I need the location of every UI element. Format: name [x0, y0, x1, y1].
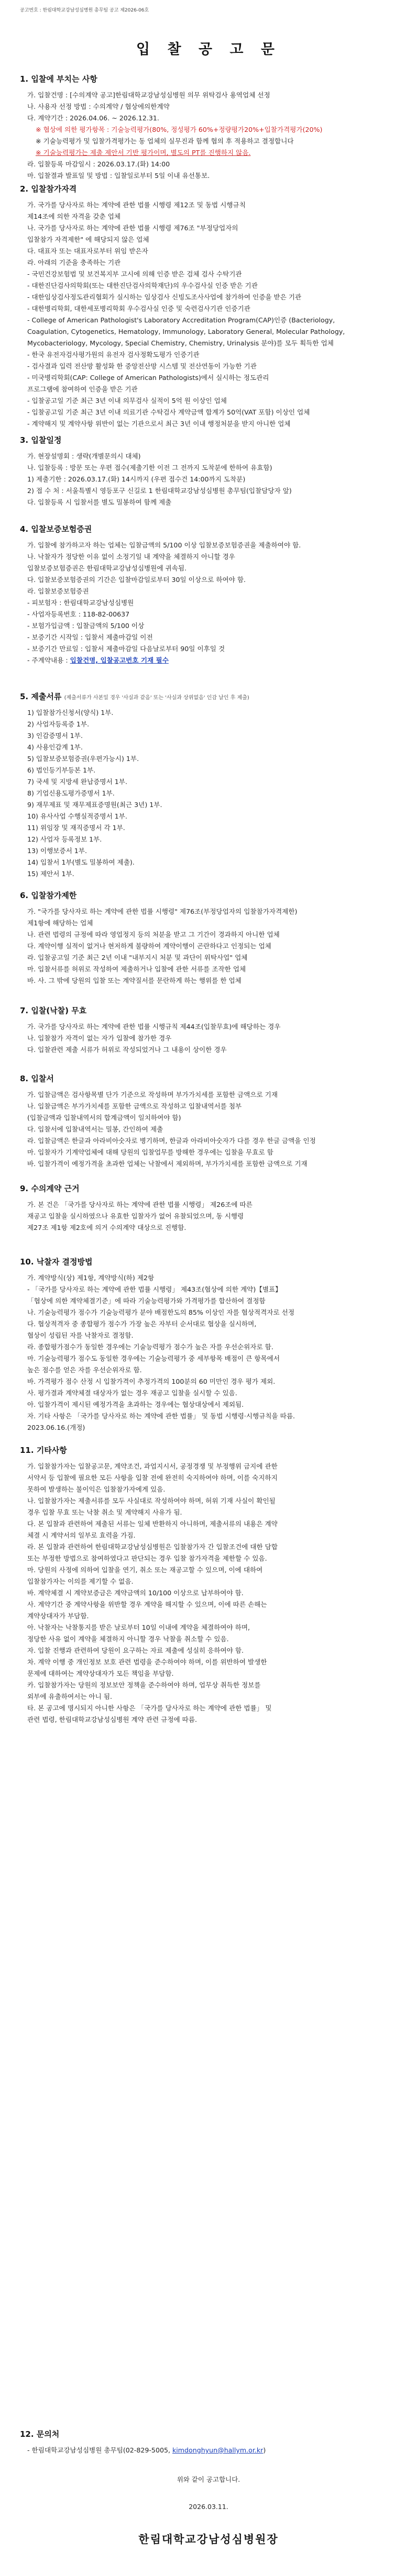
list-item: - 한국 유전자검사평가원의 유전자 검사정확도평가 인증기관 — [27, 351, 200, 359]
section-private-contract — [20, 1183, 397, 1234]
contact-text: - 한림대학교강남성심병원 총무팀(02-829-5005, — [27, 2446, 172, 2454]
list-item: - 보증기간 시작일 : 입찰서 제출마감일 이전 — [27, 633, 153, 641]
notice-number: 공고번호 : 한림대학교강남성심병원 총무팀 공고 제2026-06호 — [20, 8, 149, 13]
list-item: 다. 본 입찰과 관련하여 제출된 서류는 일체 반환하지 아니하며, 제출서류의 내용은 계약 — [27, 1520, 278, 1528]
list-item: 8) 기업신용도평가증명서 1부. — [27, 789, 115, 797]
list-item: 가. 입찰에 참가하고자 하는 업체는 입찰금액의 5/100 이상 입찰보증보험증권을 제출하여야 함. — [27, 541, 301, 549]
list-item: 입찰참가 자격제한" 에 해당되지 않은 업체 — [27, 236, 149, 243]
list-item: 가. 계약방식(상) 제1항, 계약방식(하) 제2항 — [27, 1274, 155, 1282]
list-item: 다. 협상적격자 중 종합평가 점수가 가장 높은 자부터 순서대로 협상을 실시하며, — [27, 1320, 257, 1328]
list-item: 라. 본 입찰과 관련하여 한림대학교강남성심병원은 입찰참가자 간 입찰조건에 대한 담합 — [27, 1543, 278, 1551]
list-item: 타. 본 공고에 명시되지 아니한 사항은 「국가를 당사자로 하는 계약에 관한 법률」 및 — [27, 1704, 272, 1712]
list-item: 13) 이행보증서 1부. — [27, 847, 87, 855]
list-item: 다. 입찰등록 시 입찰서를 별도 밀봉하여 함께 제출 — [27, 498, 172, 506]
section-documents — [20, 691, 397, 880]
award-method-list — [20, 1272, 397, 1433]
contact-text-end: ) — [263, 2446, 266, 2454]
list-item: 라. 아래의 기준을 충족하는 기관 — [27, 259, 121, 266]
list-item: 7) 국세 및 지방세 완납증명서 1부. — [27, 778, 127, 786]
list-item: - 대한임상검사정도관리협회가 실시하는 임상검사 신빙도조사사업에 참가하여 인증을 받은 기관 — [27, 293, 302, 301]
list-item: - 입찰공고일 기준 최근 3년 이내 의무검사 실적이 5억 원 이상인 업체 — [27, 397, 227, 405]
list-item: 정당한 사유 없이 계약을 체결하지 아니할 경우 낙찰을 취소할 수 있음. — [27, 1635, 229, 1643]
list-item: 바. 사. 그 밖에 당원의 입찰 또는 계약질서를 문란하게 하는 행위를 한 업체 — [27, 977, 242, 984]
list-item: 14) 입찰서 1부(별도 밀봉하여 제출). — [27, 858, 135, 866]
list-item: 제14조에 의한 자격을 갖춘 업체 — [27, 212, 121, 220]
contract-period-line: 다. 계약기간 : 2026.04.06. ~ 2026.12.31. — [27, 114, 159, 122]
contract-content-line — [20, 655, 397, 666]
list-item: 관련 법령, 한림대학교강남성심병원 계약 관련 규정에 따름. — [27, 1716, 197, 1723]
list-item: 6) 법인등기부등본 1부. — [27, 766, 96, 774]
section-contact — [20, 2428, 397, 2456]
page-title: 입 찰 공 고 문 — [136, 41, 281, 58]
restrictions-list — [20, 906, 397, 987]
list-item: - 보험가입금액 : 입찰금액의 5/100 이상 — [27, 622, 145, 630]
list-item: 9) 재무제표 및 재무제표증명원(최근 3년) 1부. — [27, 801, 162, 809]
list-item: 아. 입찰가격이 제시된 예정가격을 초과하는 경우에는 협상대상에서 제외됨. — [27, 1401, 244, 1408]
notice-date: 2026.03.11. — [189, 2503, 228, 2511]
list-item: 제1항에 해당하는 업체 — [27, 919, 93, 927]
list-item: 3) 인감증명서 1부. — [27, 732, 83, 740]
list-item: 10) 유사사업 수행실적증명서 1부. — [27, 812, 127, 820]
section-invalidity — [20, 1005, 397, 1056]
list-item: 문제에 대하여는 계약상대자가 모든 책임을 부담함. — [27, 1670, 174, 1677]
list-item: 라. 입찰금액은 한글과 아라비아숫자로 병기하며, 한글과 아라비아숫자가 다를 경우 한글 금액을 인정 — [27, 1137, 316, 1145]
list-item: 바. 가격평가 점수 산정 시 입찰가격이 추정가격의 100분의 60 미만인 경우 평가 제외. — [27, 1377, 276, 1385]
evaluation-note: ※ 기술능력평가 및 입찰가격평가는 동 업체의 실무진과 함께 협의 후 적용하고 결정합니다 — [36, 137, 294, 145]
list-item: 차. 계약 이행 중 개인정보 보호 관련 법령을 준수하여야 하며, 이를 위반하여 발생한 — [27, 1658, 267, 1666]
list-item: 가. 입찰금액은 검사항목별 단가 기준으로 작성하며 부가가치세를 포함한 금액으로 기재 — [27, 1091, 278, 1099]
list-item: 가. 입찰참가자는 입찰공고문, 계약조건, 과업지시서, 공정경쟁 및 부정행위 금지에 관한 — [27, 1462, 278, 1470]
section-heading: 8. 입찰서 — [20, 1074, 54, 1083]
list-item: 나. 입찰등록 : 방문 또는 우편 접수(제출기한 이전 그 전까지 도착분에 한하여 유효함) — [27, 464, 272, 472]
list-item: - 「국가를 당사자로 하는 계약에 관한 법률 시행령」 제43조(협상에 의한 계약)【별표】 — [27, 1285, 282, 1293]
list-item: 다. 입찰보증보험증권의 기간은 입찰마감일로부터 30일 이상으로 하여야 함. — [27, 576, 246, 584]
list-item: 가. 국가를 당사자로 하는 계약에 관한 법률 시행령 제12조 및 동법 시행규칙 — [27, 201, 246, 209]
list-item: 라. 입찰공고일 기준 최근 2년 이내 "내부지시 처분 및 과단이 위탁사업" 업체 — [27, 954, 248, 961]
list-item: Coagulation, Cytogenetics, Hematology, Immunology, Laboratory General, Molecular Pathology, — [27, 328, 345, 335]
list-item: 또는 부정한 방법으로 참여하였다고 판단되는 경우 입찰 참가자격을 제한할 수 있음. — [27, 1554, 267, 1562]
list-item: 나. 낙찰자가 정당한 이유 없이 소정기일 내 계약을 체결하지 아니할 경우 — [27, 553, 235, 561]
list-item: 체결 시 계약서의 일부로 효력을 가짐. — [27, 1531, 136, 1539]
list-item: - 대한진단검사의학회(또는 대한진단검사의학재단)의 우수검사실 인증 받은 기관 — [27, 282, 258, 289]
bid-title-line: 가. 입찰건명 : [수의계약 공고]한림대학교강남성심병원 의무 위탁검사 용역업체 선정 — [27, 91, 270, 99]
announce-text: 위와 같이 공고합니다. — [177, 2476, 240, 2483]
list-item: 사. 평가결과 계약체결 대상자가 없는 경우 재공고 입찰을 실시할 수 있음. — [27, 1389, 237, 1397]
section-heading — [20, 691, 397, 702]
list-item: 사. 계약기간 중 계약사항을 위반할 경우 계약을 해지할 수 있으며, 이에 따른 손해는 — [27, 1600, 267, 1608]
list-item: 바. 입찰가격이 예정가격을 초과한 업체는 낙찰에서 제외하며, 부가가치세를 포함한 금액으로 기재 — [27, 1160, 308, 1168]
list-item: 나. 기술능력평가 점수가 기술능력평가 분야 배점한도의 85% 이상인 자를 협상적격자로 선정 — [27, 1308, 294, 1316]
list-item: 바. 계약체결 시 계약보증금은 계약금액의 10/100 이상으로 납부하여야 함. — [27, 1589, 244, 1597]
list-item: 계약상대자가 부담함. — [27, 1612, 89, 1620]
documents-list — [20, 707, 397, 880]
list-item: 협상이 성립된 자를 낙찰자로 결정함. — [27, 1331, 134, 1339]
list-item: 프로그램에 참여하여 인증을 받은 기관 — [27, 385, 138, 393]
contact-email-link[interactable]: kimdonghyun@hallym.or.kr — [172, 2446, 264, 2454]
section-heading-text: 5. 제출서류 — [20, 692, 62, 701]
section-restrictions — [20, 890, 397, 987]
section-heading: 11. 기타사항 — [20, 1446, 67, 1455]
list-item: 2) 사업자등록증 1부. — [27, 720, 90, 728]
list-item: 나. 입찰참가자는 제출서류를 모두 사실대로 작성하여야 하며, 허위 기재 사실이 확인될 — [27, 1497, 276, 1505]
list-item: 라. 입찰보증보험증권 — [27, 587, 89, 595]
list-item: - 입찰공고일 기준 최근 3년 이내 의료기관 수탁검사 계약금액 합계가 50억(VAT 포함) 이상인 업체 — [27, 408, 310, 416]
list-item: 「협상에 의한 계약체결기준」에 따라 기술능력평가와 가격평가를 합산하여 결정함 — [27, 1297, 266, 1305]
evaluation-note: ※ 기술능력평가는 제출 제안서 기반 평가이며, 별도의 PT를 진행하지 않음. — [36, 149, 251, 156]
result-line: 마. 입찰결과 발표일 및 방법 : 입찰일로부터 5일 이내 유선통보. — [27, 172, 210, 180]
schedule-list — [20, 451, 397, 508]
selection-method-line: 나. 사용자 선정 방법 : 수의계약 / 협상에의한계약 — [27, 103, 170, 110]
list-item: 1) 제출기한 : 2026.03.17.(화) 14시까지 (우편 접수건 14:00까지 도착분) — [27, 475, 246, 483]
section-heading: 9. 수의계약 근거 — [20, 1184, 80, 1193]
bid-form-list — [20, 1089, 397, 1170]
list-item: 나. 입찰금액은 부가가치세를 포함한 금액으로 작성하고 입찰내역서를 첨부 — [27, 1102, 242, 1110]
section-heading: 6. 입찰참가제한 — [20, 891, 77, 900]
list-item: - 검사결과 입력 전산망 활성화 한 중앙전산망 시스템 및 전산연동이 가능한 기관 — [27, 362, 257, 370]
list-item: 재공고 입찰을 실시하였으나 유효한 입찰자가 없어 유찰되었으며, 동 시행령 — [27, 1212, 244, 1220]
bid-bond-list — [20, 540, 397, 666]
section-misc — [20, 1444, 397, 1726]
list-item: 다. 대표자 또는 대표자로부터 위임 받은자 — [27, 247, 148, 255]
list-item: 1) 입찰참가신청서(양식) 1부. — [27, 709, 114, 716]
list-item: 마. 입찰자가 기계약업체에 대해 당원의 입찰업무를 방해한 경우에는 입찰을 무효로 함 — [27, 1148, 273, 1156]
list-item: 2023.06.16.(개정) — [27, 1424, 85, 1431]
list-item: 제27조 제1항 제2호에 의거 수의계약 대상으로 진행함. — [27, 1224, 186, 1231]
list-item: - College of American Pathologist's Laboratory Accreditation Program(CAP)인증 (Bacteriology, — [27, 316, 335, 324]
list-item: 입찰참가자는 이의를 제기할 수 없음. — [27, 1577, 134, 1585]
list-item: 가. 국가를 당사자로 하는 계약에 관한 법률 시행규칙 제44조(입찰무효)에 해당하는 경우 — [27, 1023, 281, 1031]
section-heading: 7. 입찰(낙찰) 무효 — [20, 1006, 87, 1015]
list-item: 라. 종합평가점수가 동일한 경우에는 기술능력평가 점수가 높은 자를 우선순위자로 함. — [27, 1343, 273, 1351]
list-item: 입찰보증보험증권은 한림대학교강남성심병원에 귀속됨. — [27, 564, 186, 572]
list-item: 가. 현장설명회 : 생략(개별문의시 대체) — [27, 452, 141, 460]
section-bid-bond — [20, 523, 397, 666]
list-item: 마. 당원의 사정에 의하여 입찰을 연기, 취소 또는 재공고할 수 있으며, 이에 대하여 — [27, 1566, 263, 1574]
section-heading: 2. 입찰참가자격 — [20, 184, 77, 194]
list-item: 가. "국가를 당사자로 하는 계약에 관한 법률 시행령" 제76조(부정당업자의 입찰참가자격제한) — [27, 908, 298, 915]
section-award-method — [20, 1256, 397, 1433]
list-item: 아. 낙찰자는 낙찰통지를 받은 날로부터 10일 이내에 계약을 체결하여야 하며, — [27, 1623, 250, 1631]
issuer-name: 한림대학교강남성심병원장 — [138, 2533, 279, 2546]
list-item: 5) 입찰보증보험증권(우편가능시) 1부. — [27, 755, 139, 763]
contract-label: - 주계약내용 : — [27, 656, 70, 664]
section-heading: 1. 입찰에 부치는 사항 — [20, 74, 97, 84]
eligibility-list — [20, 199, 397, 430]
list-item: 카. 입찰참가자는 당원의 정보보안 정책을 준수하여야 하며, 업무상 취득한 정보를 — [27, 1681, 261, 1689]
contract-content-value: 입찰건명, 입찰공고번호 기재 필수 — [70, 656, 169, 664]
list-item: 나. 관련 법령의 규정에 따라 영업정지 등의 처분을 받고 그 기간이 경과하지 아니한 업체 — [27, 931, 280, 938]
list-item: 2) 접 수 처 : 서울특별시 영등포구 신길로 1 한림대학교강남성심병원 총무팀(입찰담당자 앞) — [27, 487, 292, 495]
list-item: - 사업자등록번호 : 118-82-00637 — [27, 610, 130, 618]
list-item: 나. 입찰참가 자격이 없는 자가 입찰에 참가한 경우 — [27, 1034, 172, 1042]
list-item: (입찰금액과 입찰내역서의 합계금액이 일치하여야 함) — [27, 1114, 181, 1122]
list-item: 가. 본 건은 「국가를 당사자로 하는 계약에 관한 법률 시행령」 제26조에 따른 — [27, 1201, 253, 1208]
list-item: - 국민건강보험법 및 보건복지부 고시에 의해 인증 받은 검체 검사 수탁기관 — [27, 270, 242, 278]
misc-list — [20, 1461, 397, 1726]
list-item: 자. 기타 사항은 「국가를 당사자로 하는 계약에 관한 법률」 및 동법 시행령·시행규칙을 따름. — [27, 1412, 295, 1420]
section-bid-form — [20, 1073, 397, 1170]
evaluation-note: ※ 협상에 의한 평가항목 : 기술능력평가(80%, 정성평가 60%+정량평가20%+입찰가격평가(20%) — [36, 126, 323, 133]
invalidity-list — [20, 1021, 397, 1056]
list-item: 경우 입찰 무효 또는 낙찰 취소 및 계약해지 사유가 됨. — [27, 1508, 182, 1516]
list-item: 12) 사업자 등록정보 1부. — [27, 835, 102, 843]
section-heading-note: (제출서류가 사본일 경우 '사실과 같음' 또는 '사실과 상위없음' 인감 날인 후 제출) — [64, 695, 249, 701]
list-item: - 계약해지 및 계약사항 위반이 없는 기관으로서 최근 3년 이내 행정처분을 받지 아니한 업체 — [27, 420, 291, 428]
list-item: 15) 제안서 1부. — [27, 870, 74, 878]
list-item: 높은 점수를 얻은 자를 우선순위자로 함. — [27, 1366, 142, 1374]
section-eligibility — [20, 183, 397, 430]
list-item: 4) 사용인감계 1부. — [27, 743, 83, 751]
list-item: 마. 기술능력평가 점수도 동일한 경우에는 기술능력평가 중 세부항목 배점이 큰 항목에서 — [27, 1354, 280, 1362]
section-bid-items — [20, 73, 397, 182]
list-item: - 보증기간 만료일 : 입찰서 제출마감일 다음날로부터 90일 이후일 것 — [27, 645, 225, 653]
list-item: 자. 입찰 진행과 관련하여 당원이 요구하는 자료 제출에 성실히 응하여야 함. — [27, 1647, 244, 1654]
list-item: 마. 입찰서류를 허위로 작성하여 제출하거나 입찰에 관한 서류를 조작한 업체 — [27, 965, 246, 973]
section-heading: 4. 입찰보증보험증권 — [20, 524, 92, 534]
contact-line — [20, 2445, 397, 2456]
list-item: 못하여 발생하는 불이익은 입찰참가자에게 있음. — [27, 1485, 166, 1493]
list-item: 다. 입찰관련 제출 서류가 허위로 작성되었거나 그 내용이 상이한 경우 — [27, 1046, 227, 1054]
section-heading: 10. 낙찰자 결정방법 — [20, 1257, 93, 1267]
list-item: 다. 계약이행 실적이 없거나 현저하게 불량하여 계약이행이 곤란하다고 인정되는 업체 — [27, 942, 271, 950]
list-item: - 피보험자 : 한림대학교강남성심병원 — [27, 599, 134, 607]
list-item: - 미국병리학회(CAP: College of American Pathologists)에서 실시하는 정도관리 — [27, 374, 269, 382]
list-item: 11) 위임장 및 재직증명서 각 1부. — [27, 824, 125, 832]
list-item: - 대한병리학회, 대한세포병리학회 우수검사실 인증 및 숙련검사기관 인증기관 — [27, 305, 250, 312]
deadline-line: 라. 입찰등록 마감일시 : 2026.03.17.(화) 14:00 — [27, 160, 170, 168]
section-schedule — [20, 434, 397, 508]
list-item: 다. 입찰서에 입찰내역서는 밀봉, 간인하여 제출 — [27, 1125, 163, 1133]
section-heading: 12. 문의처 — [20, 2429, 60, 2439]
list-item: 서약서 등 입찰에 필요한 모든 사항을 입찰 전에 완전히 숙지하여야 하며, 이를 숙지하지 — [27, 1474, 278, 1482]
list-item: Mycobacteriology, Mycology, Special Chemistry, Chemistry, Urinalysis 분야)를 모두 획득한 업체 — [27, 339, 334, 347]
private-contract-list — [20, 1199, 397, 1234]
list-item: 외부에 유출하여서는 아니 됨. — [27, 1693, 112, 1700]
list-item: 나. 국가를 당사자로 하는 계약에 관한 법률 시행령 제76조 "부정당업자의 — [27, 224, 238, 232]
section-heading: 3. 입찰일정 — [20, 435, 62, 445]
